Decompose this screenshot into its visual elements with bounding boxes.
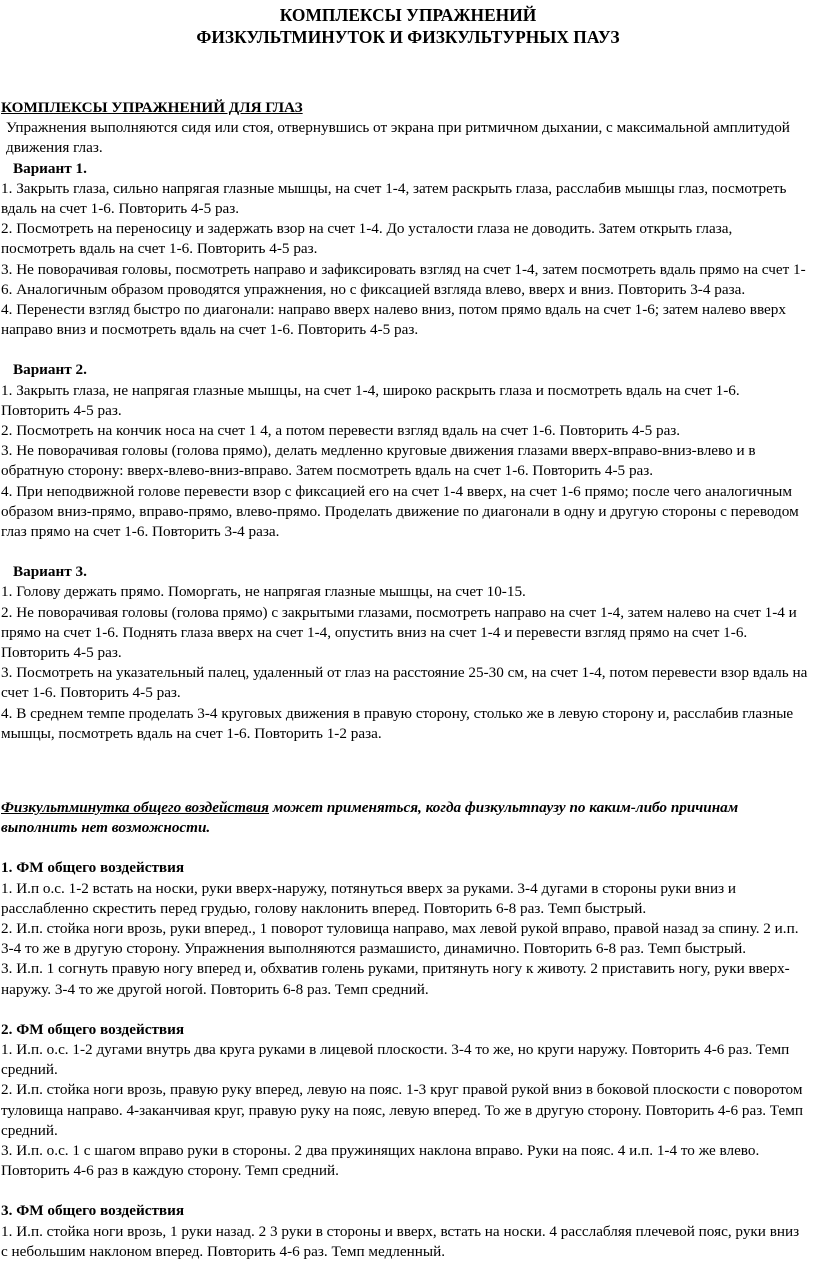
fm-3-title: 3. ФМ общего воздействия — [1, 1202, 185, 1220]
fm-section — [1, 798, 809, 1262]
fm-note — [1, 798, 809, 838]
eyes-heading: КОМПЛЕКСЫ УПРАЖНЕНИЙ ДЛЯ ГЛАЗ — [1, 99, 303, 116]
fm-3-item: 1. И.п. стойка ноги врозь, 1 руки назад. 2 3 руки в стороны и вверх, встать на носки. 4 расслабляя плечевой пояс, руки вниз с небольшим наклоном вперед. Повторить 4-6 раз. Темп медленный. — [1, 1222, 800, 1260]
fm-1-item: 3. И.п. 1 согнуть правую ногу вперед и, обхватив голень руками, притянуть ногу к животу. 2 приставить ногу, руки вверх-наружу. 3-4 то же другой ногой. Повторить 6-8 раз. Темп средний. — [1, 960, 790, 998]
variant-3-item: 1. Голову держать прямо. Поморгать, не напрягая глазные мышцы, на счет 10-15. — [1, 583, 526, 601]
fm-2-item: 3. И.п. о.с. 1 с шагом вправо руки в стороны. 2 два пружинящих наклона вправо. Руки на пояс. 4 и.п. 1-4 то же влево. Повторить 4-6 раз в каждую сторону. Темп средний. — [1, 1142, 760, 1180]
variant-1-item: 4. Перенести взгляд быстро по диагонали: направо вверх налево вниз, потом прямо вдаль на счет 1-6; затем налево вверх направо вниз и посмотреть вдаль на счет 1-6. Повторить 4-5 раз. — [1, 301, 786, 339]
document-title — [0, 4, 816, 48]
fm-note-underlined: Физкультминутка общего воздействия — [1, 799, 270, 816]
fm-1-title: 1. ФМ общего воздействия — [1, 859, 185, 877]
variant-2-title: Вариант 2. — [13, 361, 87, 379]
variant-2-item: 1. Закрыть глаза, не напрягая глазные мышцы, на счет 1-4, широко раскрыть глаза и посмотреть вдаль на счет 1-6. Повторить 4-5 раз. — [1, 381, 740, 419]
variant-1-item: 3. Не поворачивая головы, посмотреть направо и зафиксировать взгляд на счет 1-4, затем посмотреть вдаль прямо на счет 1-6. Аналогичным образом проводятся упражнения, но с фиксацией взгляда влево, вверх и вниз. Повторить 3-4 раза. — [1, 260, 806, 298]
variant-1-title: Вариант 1. — [13, 159, 87, 177]
title-line-1: КОМПЛЕКСЫ УПРАЖНЕНИЙ — [279, 5, 537, 25]
variant-2-item: 4. При неподвижной голове перевести взор с фиксацией его на счет 1-4 вверх, на счет 1-6 прямо; после чего аналогичным образом вниз-прямо, вправо-прямо, влево-прямо. Проделать движение по диагонали в одну и другую стороны с переводом глаз прямо на счет 1-6. Повторить 3-4 раза. — [1, 482, 799, 541]
fm-1-item: 2. И.п. стойка ноги врозь, руки вперед., 1 поворот туловища направо, мах левой рукой вправо, правой назад за спину. 2 и.п. 3-4 то же в другую сторону. Упражнения выполняются размашисто, динамично. Повторить 6-8 раз. Темп быстрый. — [1, 920, 799, 958]
variant-3-title: Вариант 3. — [13, 563, 87, 581]
eyes-intro: Упражнения выполняются сидя или стоя, отвернувшись от экрана при ритмичном дыхании, с максимальной амплитудой движения глаз. — [6, 119, 790, 157]
fm-2-item: 1. И.п. о.с. 1-2 дугами внутрь два круга руками в лицевой плоскости. 3-4 то же, но круги наружу. Повторить 4-6 раз. Темп средний. — [1, 1041, 790, 1079]
fm-2-title: 2. ФМ общего воздействия — [1, 1020, 185, 1038]
fm-note-rest: может применяться, когда физкультпаузу по каким-либо причинам выполнить нет возможности. — [1, 799, 739, 837]
variant-2-item: 3. Не поворачивая головы (голова прямо), делать медленно круговые движения глазами вверх-вправо-вниз-влево и в обратную сторону: вверх-влево-вниз-вправо. Затем посмотреть вдаль на счет 1-6. Повторить 4-5 раз. — [1, 442, 756, 480]
variant-1-item: 1. Закрыть глаза, сильно напрягая глазные мышцы, на счет 1-4, затем раскрыть глаза, расслабив мышцы глаз, посмотреть вдаль на счет 1-6. Повторить 4-5 раз. — [1, 179, 787, 218]
fm-1-item: 1. И.п о.с. 1-2 встать на носки, руки вверх-наружу, потянуться вверх за руками. 3-4 дугами в стороны руки вниз и расслабленно скрестить перед грудью, голову наклонить вперед. Повторить 6-8 раз. Темп быстрый. — [1, 879, 736, 917]
eyes-section — [1, 98, 809, 744]
fm-2-item: 2. И.п. стойка ноги врозь, правую руку вперед, левую на пояс. 1-3 круг правой рукой вниз в боковой плоскости с поворотом туловища направо. 4-заканчивая круг, правую руку на пояс, левую вперед. То же в другую сторону. Повторить 4-6 раз. Темп средний. — [1, 1081, 803, 1139]
variant-3-item: 4. В среднем темпе проделать 3-4 круговых движения в правую сторону, столько же в левую сторону и, расслабив глазные мышцы, посмотреть вдаль на счет 1-6. Повторить 1-2 раза. — [1, 704, 794, 742]
variant-3-item: 2. Не поворачивая головы (голова прямо) с закрытыми глазами, посмотреть направо на счет 1-4, затем налево на счет 1-4 и прямо на счет 1-6. Поднять глаза вверх на счет 1-4, опустить вниз на счет 1-4 и перевести взгляд прямо на счет 1-6. Повторить 4-5 раз. — [1, 603, 797, 662]
variant-2-item: 2. Посмотреть на кончик носа на счет 1 4, а потом перевести взгляд вдаль на счет 1-6. Повторить 4-5 раз. — [1, 422, 681, 440]
variant-3-item: 3. Посмотреть на указательный палец, удаленный от глаз на расстояние 25-30 см, на счет 1-4, потом перевести взор вдаль на счет 1-6. Повторить 4-5 раз. — [1, 664, 808, 702]
variant-1-item: 2. Посмотреть на переносицу и задержать взор на счет 1-4. До усталости глаза не доводить. Затем открыть глаза, посмотреть вдаль на счет 1-6. Повторить 4-5 раз. — [1, 220, 733, 258]
title-line-2: ФИЗКУЛЬТМИНУТОК И ФИЗКУЛЬТУРНЫХ ПАУЗ — [196, 27, 620, 47]
